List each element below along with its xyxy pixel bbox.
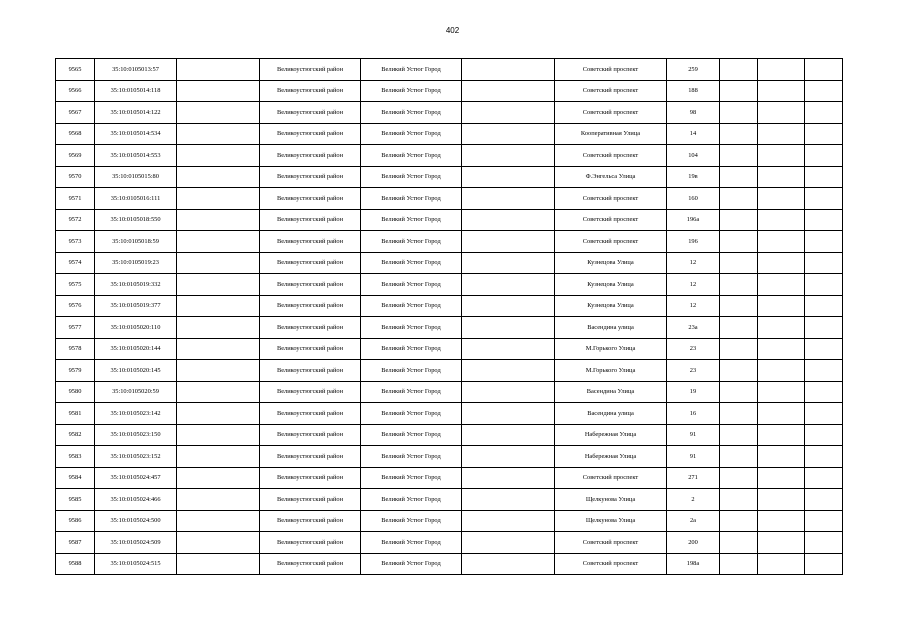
cadastral-number-cell: 35:10:0105019:377 (95, 295, 177, 317)
empty-cell (177, 467, 260, 489)
empty-cell (462, 489, 555, 511)
empty-cell (720, 317, 758, 339)
empty-cell (758, 188, 805, 210)
settlement-cell: Великий Устюг Город (361, 532, 462, 554)
empty-cell (462, 553, 555, 575)
house-number-cell: 12 (667, 252, 720, 274)
house-number-cell: 91 (667, 424, 720, 446)
street-cell: Советский проспект (555, 145, 667, 167)
district-cell: Великоустюгский район (260, 59, 361, 81)
table-row (56, 59, 843, 81)
settlement-cell: Великий Устюг Город (361, 102, 462, 124)
district-cell: Великоустюгский район (260, 424, 361, 446)
row-number-cell: 9580 (56, 381, 95, 403)
empty-cell (177, 553, 260, 575)
empty-cell (758, 446, 805, 468)
row-number-cell: 9577 (56, 317, 95, 339)
district-cell: Великоустюгский район (260, 295, 361, 317)
empty-cell (462, 209, 555, 231)
district-cell: Великоустюгский район (260, 510, 361, 532)
empty-cell (462, 188, 555, 210)
cadastral-number-cell: 35:10:0105019:23 (95, 252, 177, 274)
street-cell: М.Горького Улица (555, 338, 667, 360)
table-row (56, 188, 843, 210)
empty-cell (758, 123, 805, 145)
cadastral-number-cell: 35:10:0105023:150 (95, 424, 177, 446)
table-row (56, 381, 843, 403)
house-number-cell: 160 (667, 188, 720, 210)
empty-cell (758, 553, 805, 575)
house-number-cell: 196 (667, 231, 720, 253)
house-number-cell: 23 (667, 338, 720, 360)
house-number-cell: 23а (667, 317, 720, 339)
empty-cell (177, 274, 260, 296)
row-number-cell: 9566 (56, 80, 95, 102)
empty-cell (805, 188, 843, 210)
table-row (56, 123, 843, 145)
empty-cell (805, 510, 843, 532)
house-number-cell: 98 (667, 102, 720, 124)
empty-cell (462, 102, 555, 124)
row-number-cell: 9583 (56, 446, 95, 468)
empty-cell (177, 403, 260, 425)
cadastral-number-cell: 35:10:0105014:553 (95, 145, 177, 167)
empty-cell (805, 145, 843, 167)
empty-cell (720, 338, 758, 360)
district-cell: Великоустюгский район (260, 532, 361, 554)
district-cell: Великоустюгский район (260, 317, 361, 339)
empty-cell (805, 166, 843, 188)
empty-cell (720, 166, 758, 188)
settlement-cell: Великий Устюг Город (361, 274, 462, 296)
empty-cell (177, 360, 260, 382)
row-number-cell: 9582 (56, 424, 95, 446)
settlement-cell: Великий Устюг Город (361, 424, 462, 446)
empty-cell (758, 403, 805, 425)
cadastral-number-cell: 35:10:0105019:332 (95, 274, 177, 296)
empty-cell (805, 532, 843, 554)
cadastral-number-cell: 35:10:0105020:59 (95, 381, 177, 403)
table-row (56, 424, 843, 446)
house-number-cell: 12 (667, 274, 720, 296)
district-cell: Великоустюгский район (260, 252, 361, 274)
row-number-cell: 9576 (56, 295, 95, 317)
row-number-cell: 9569 (56, 145, 95, 167)
empty-cell (758, 145, 805, 167)
cadastral-number-cell: 35:10:0105016:111 (95, 188, 177, 210)
empty-cell (758, 295, 805, 317)
empty-cell (758, 274, 805, 296)
empty-cell (720, 489, 758, 511)
empty-cell (758, 317, 805, 339)
row-number-cell: 9581 (56, 403, 95, 425)
street-cell: Щелкунова Улица (555, 489, 667, 511)
row-number-cell: 9584 (56, 467, 95, 489)
empty-cell (462, 532, 555, 554)
street-cell: Советский проспект (555, 231, 667, 253)
empty-cell (462, 446, 555, 468)
district-cell: Великоустюгский район (260, 188, 361, 210)
table-row (56, 166, 843, 188)
settlement-cell: Великий Устюг Город (361, 338, 462, 360)
empty-cell (462, 145, 555, 167)
district-cell: Великоустюгский район (260, 467, 361, 489)
empty-cell (720, 295, 758, 317)
cadastral-number-cell: 35:10:0105014:534 (95, 123, 177, 145)
table-row (56, 360, 843, 382)
district-cell: Великоустюгский район (260, 360, 361, 382)
street-cell: Советский проспект (555, 80, 667, 102)
row-number-cell: 9579 (56, 360, 95, 382)
settlement-cell: Великий Устюг Город (361, 145, 462, 167)
house-number-cell: 16 (667, 403, 720, 425)
house-number-cell: 12 (667, 295, 720, 317)
empty-cell (805, 360, 843, 382)
table-row (56, 295, 843, 317)
street-cell: Кузнецова Улица (555, 295, 667, 317)
empty-cell (805, 424, 843, 446)
empty-cell (805, 467, 843, 489)
table-row (56, 209, 843, 231)
empty-cell (720, 467, 758, 489)
settlement-cell: Великий Устюг Город (361, 252, 462, 274)
cadastral-number-cell: 35:10:0105024:466 (95, 489, 177, 511)
table-row (56, 489, 843, 511)
table-row (56, 231, 843, 253)
empty-cell (805, 317, 843, 339)
empty-cell (720, 188, 758, 210)
empty-cell (462, 231, 555, 253)
house-number-cell: 91 (667, 446, 720, 468)
empty-cell (462, 467, 555, 489)
district-cell: Великоустюгский район (260, 403, 361, 425)
house-number-cell: 2а (667, 510, 720, 532)
empty-cell (758, 424, 805, 446)
table-row (56, 532, 843, 554)
empty-cell (720, 209, 758, 231)
empty-cell (177, 59, 260, 81)
empty-cell (805, 381, 843, 403)
street-cell: Советский проспект (555, 209, 667, 231)
empty-cell (462, 166, 555, 188)
empty-cell (758, 338, 805, 360)
settlement-cell: Великий Устюг Город (361, 59, 462, 81)
street-cell: Щелкунова Улица (555, 510, 667, 532)
empty-cell (462, 338, 555, 360)
street-cell: М.Горького Улица (555, 360, 667, 382)
empty-cell (805, 295, 843, 317)
settlement-cell: Великий Устюг Город (361, 489, 462, 511)
district-cell: Великоустюгский район (260, 274, 361, 296)
empty-cell (177, 231, 260, 253)
house-number-cell: 271 (667, 467, 720, 489)
empty-cell (177, 145, 260, 167)
empty-cell (462, 381, 555, 403)
house-number-cell: 200 (667, 532, 720, 554)
district-cell: Великоустюгский район (260, 80, 361, 102)
empty-cell (805, 123, 843, 145)
empty-cell (177, 532, 260, 554)
empty-cell (720, 80, 758, 102)
empty-cell (758, 381, 805, 403)
table-row (56, 252, 843, 274)
empty-cell (462, 510, 555, 532)
cadastral-number-cell: 35:10:0105023:152 (95, 446, 177, 468)
cadastral-number-cell: 35:10:0105014:122 (95, 102, 177, 124)
empty-cell (758, 532, 805, 554)
empty-cell (177, 252, 260, 274)
empty-cell (177, 338, 260, 360)
empty-cell (720, 510, 758, 532)
empty-cell (720, 424, 758, 446)
empty-cell (758, 59, 805, 81)
cadastral-number-cell: 35:10:0105015:80 (95, 166, 177, 188)
empty-cell (758, 252, 805, 274)
empty-cell (805, 80, 843, 102)
settlement-cell: Великий Устюг Город (361, 360, 462, 382)
empty-cell (177, 166, 260, 188)
empty-cell (720, 532, 758, 554)
row-number-cell: 9567 (56, 102, 95, 124)
empty-cell (720, 360, 758, 382)
row-number-cell: 9578 (56, 338, 95, 360)
empty-cell (720, 102, 758, 124)
street-cell: Кузнецова Улица (555, 274, 667, 296)
empty-cell (462, 123, 555, 145)
street-cell: Ф.Энгельса Улица (555, 166, 667, 188)
empty-cell (177, 102, 260, 124)
empty-cell (462, 424, 555, 446)
district-cell: Великоустюгский район (260, 102, 361, 124)
row-number-cell: 9570 (56, 166, 95, 188)
street-cell: Набережная Улица (555, 446, 667, 468)
table-row (56, 145, 843, 167)
street-cell: Советский проспект (555, 59, 667, 81)
empty-cell (805, 489, 843, 511)
settlement-cell: Великий Устюг Город (361, 553, 462, 575)
settlement-cell: Великий Устюг Город (361, 209, 462, 231)
empty-cell (805, 102, 843, 124)
row-number-cell: 9575 (56, 274, 95, 296)
empty-cell (177, 381, 260, 403)
empty-cell (177, 446, 260, 468)
empty-cell (177, 209, 260, 231)
table-row (56, 317, 843, 339)
cadastral-number-cell: 35:10:0105024:457 (95, 467, 177, 489)
district-cell: Великоустюгский район (260, 145, 361, 167)
house-number-cell: 19 (667, 381, 720, 403)
house-number-cell: 19в (667, 166, 720, 188)
empty-cell (177, 80, 260, 102)
row-number-cell: 9571 (56, 188, 95, 210)
table-row (56, 80, 843, 102)
row-number-cell: 9572 (56, 209, 95, 231)
row-number-cell: 9573 (56, 231, 95, 253)
street-cell: Советский проспект (555, 467, 667, 489)
house-number-cell: 259 (667, 59, 720, 81)
empty-cell (177, 424, 260, 446)
empty-cell (805, 231, 843, 253)
cadastral-number-cell: 35:10:0105014:118 (95, 80, 177, 102)
empty-cell (805, 338, 843, 360)
empty-cell (462, 59, 555, 81)
empty-cell (720, 274, 758, 296)
cadastral-number-cell: 35:10:0105020:110 (95, 317, 177, 339)
row-number-cell: 9587 (56, 532, 95, 554)
district-cell: Великоустюгский район (260, 381, 361, 403)
empty-cell (720, 381, 758, 403)
district-cell: Великоустюгский район (260, 123, 361, 145)
empty-cell (177, 510, 260, 532)
cadastral-number-cell: 35:10:0105018:59 (95, 231, 177, 253)
row-number-cell: 9574 (56, 252, 95, 274)
registry-table (55, 58, 843, 575)
settlement-cell: Великий Устюг Город (361, 80, 462, 102)
cadastral-number-cell: 35:10:0105020:144 (95, 338, 177, 360)
street-cell: Васендина Улица (555, 381, 667, 403)
empty-cell (720, 403, 758, 425)
empty-cell (720, 59, 758, 81)
cadastral-number-cell: 35:10:0105018:550 (95, 209, 177, 231)
table-row (56, 274, 843, 296)
settlement-cell: Великий Устюг Город (361, 381, 462, 403)
settlement-cell: Великий Устюг Город (361, 188, 462, 210)
house-number-cell: 196а (667, 209, 720, 231)
empty-cell (758, 80, 805, 102)
empty-cell (805, 403, 843, 425)
settlement-cell: Великий Устюг Город (361, 403, 462, 425)
empty-cell (720, 446, 758, 468)
settlement-cell: Великий Устюг Город (361, 510, 462, 532)
district-cell: Великоустюгский район (260, 338, 361, 360)
empty-cell (805, 59, 843, 81)
row-number-cell: 9585 (56, 489, 95, 511)
street-cell: Советский проспект (555, 188, 667, 210)
empty-cell (462, 295, 555, 317)
street-cell: Советский проспект (555, 553, 667, 575)
settlement-cell: Великий Устюг Город (361, 123, 462, 145)
empty-cell (177, 317, 260, 339)
empty-cell (720, 553, 758, 575)
table-row (56, 467, 843, 489)
empty-cell (177, 295, 260, 317)
empty-cell (805, 252, 843, 274)
settlement-cell: Великий Устюг Город (361, 166, 462, 188)
cadastral-number-cell: 35:10:0105024:515 (95, 553, 177, 575)
district-cell: Великоустюгский район (260, 166, 361, 188)
empty-cell (720, 145, 758, 167)
empty-cell (177, 188, 260, 210)
house-number-cell: 23 (667, 360, 720, 382)
table-row (56, 446, 843, 468)
cadastral-number-cell: 35:10:0105023:142 (95, 403, 177, 425)
district-cell: Великоустюгский район (260, 553, 361, 575)
page-number: 402 (445, 26, 460, 35)
empty-cell (805, 274, 843, 296)
house-number-cell: 14 (667, 123, 720, 145)
empty-cell (758, 360, 805, 382)
street-cell: Кооперативная Улица (555, 123, 667, 145)
empty-cell (462, 360, 555, 382)
table-row (56, 510, 843, 532)
empty-cell (758, 489, 805, 511)
table-row (56, 403, 843, 425)
empty-cell (758, 166, 805, 188)
empty-cell (758, 467, 805, 489)
empty-cell (720, 231, 758, 253)
district-cell: Великоустюгский район (260, 231, 361, 253)
empty-cell (758, 510, 805, 532)
district-cell: Великоустюгский район (260, 489, 361, 511)
row-number-cell: 9588 (56, 553, 95, 575)
cadastral-number-cell: 35:10:0105020:145 (95, 360, 177, 382)
empty-cell (758, 102, 805, 124)
empty-cell (177, 489, 260, 511)
house-number-cell: 104 (667, 145, 720, 167)
table-row (56, 553, 843, 575)
street-cell: Васендина улица (555, 317, 667, 339)
street-cell: Советский проспект (555, 532, 667, 554)
empty-cell (462, 317, 555, 339)
settlement-cell: Великий Устюг Город (361, 231, 462, 253)
empty-cell (805, 553, 843, 575)
street-cell: Советский проспект (555, 102, 667, 124)
empty-cell (720, 252, 758, 274)
street-cell: Васендина улица (555, 403, 667, 425)
cadastral-number-cell: 35:10:0105024:509 (95, 532, 177, 554)
settlement-cell: Великий Устюг Город (361, 446, 462, 468)
empty-cell (177, 123, 260, 145)
house-number-cell: 188 (667, 80, 720, 102)
empty-cell (462, 252, 555, 274)
house-number-cell: 198а (667, 553, 720, 575)
row-number-cell: 9586 (56, 510, 95, 532)
empty-cell (462, 274, 555, 296)
table-row (56, 102, 843, 124)
cadastral-number-cell: 35:10:0105013:57 (95, 59, 177, 81)
row-number-cell: 9565 (56, 59, 95, 81)
row-number-cell: 9568 (56, 123, 95, 145)
settlement-cell: Великий Устюг Город (361, 317, 462, 339)
cadastral-number-cell: 35:10:0105024:500 (95, 510, 177, 532)
empty-cell (758, 209, 805, 231)
district-cell: Великоустюгский район (260, 446, 361, 468)
street-cell: Набережная Улица (555, 424, 667, 446)
street-cell: Кузнецова Улица (555, 252, 667, 274)
empty-cell (805, 446, 843, 468)
table-row (56, 338, 843, 360)
settlement-cell: Великий Устюг Город (361, 295, 462, 317)
empty-cell (805, 209, 843, 231)
house-number-cell: 2 (667, 489, 720, 511)
empty-cell (720, 123, 758, 145)
settlement-cell: Великий Устюг Город (361, 467, 462, 489)
empty-cell (462, 80, 555, 102)
table-body (56, 59, 843, 575)
empty-cell (462, 403, 555, 425)
district-cell: Великоустюгский район (260, 209, 361, 231)
empty-cell (758, 231, 805, 253)
